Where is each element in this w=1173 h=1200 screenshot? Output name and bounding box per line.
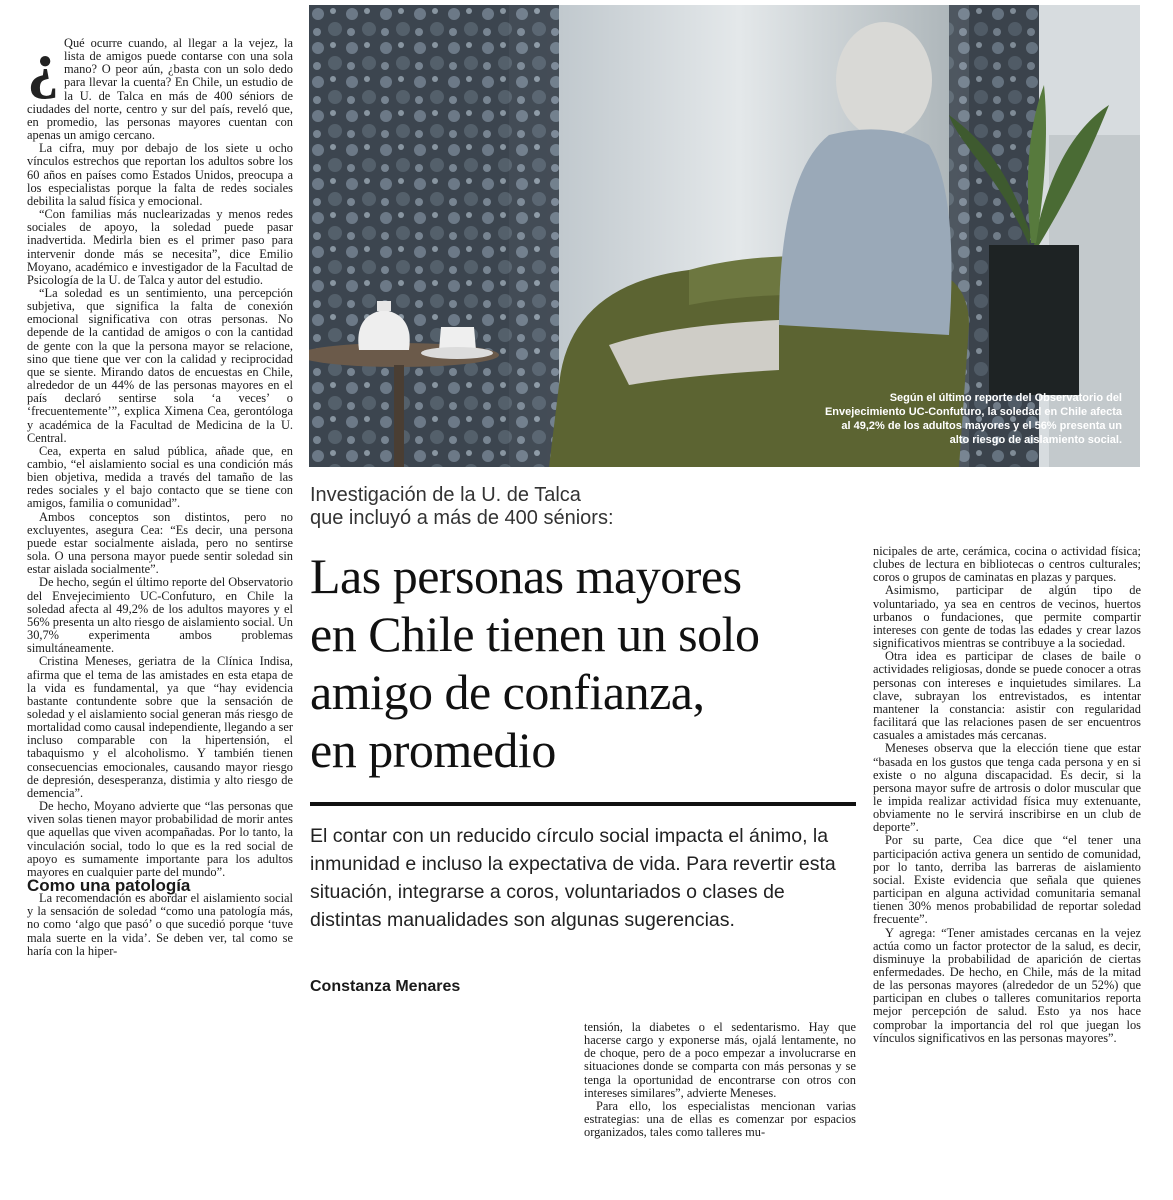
paragraph: “La soledad es un sentimiento, una percepción subjetiva, que significa la falta de conexión emocional significativa con otras personas. No depende de la cantidad de amigos o con la cantidad de gente con la que la persona mayor se relacione, sino que tiene que ver con la calidad y reciprocidad que se siente. Mirando datos de encuestas en Chile, alrededor de un 44% de las personas mayores en el país declaró sentirse sola ‘a veces’ o ‘frecuentemente’”, explica Ximena Cea, gerontóloga y académica de la Facultad de Medicina de la U. Central. [27, 285, 293, 445]
paragraph: De hecho, Moyano advierte que “las personas que viven solas tienen mayor probabilidad de morir antes que aquellas que viven acompañadas. Por lo tanto, la vinculación social, todo lo que es la red social de apoyo es sumamente importante para los adultos mayores en cualquier parte del mundo”. [27, 799, 293, 879]
paragraph: tensión, la diabetes o el sedentarismo. Hay que hacerse cargo y exponerse más, ojalá lentamente, no de choque, pero de a poco empezar a involucrarse en situaciones donde se comparta con más personas y se tenga la oportunidad de encontrarse con otros con intereses similares”, advierte Meneses. [584, 1020, 856, 1100]
paragraph: La recomendación es abordar el aislamiento social y la sensación de soledad “como una patología más, no como ‘algo que pasó’ o que sucedió porque ‘tuve mala suerte en la vida’. Se deben ver, tal como se haría con la hiper- [27, 891, 293, 958]
paragraph: Asimismo, participar de algún tipo de voluntariado, ya sea en centros de vecinos, huertos urbanos o fundaciones, que permite compartir intereses con gente de todas las edades y crear lazos significativos mientras se contribuye a la sociedad. [873, 583, 1141, 651]
headline-line: amigo de confianza, [310, 664, 705, 720]
article-column-1 [27, 29, 293, 958]
photo-caption: Según el último reporte del Observatorio del Envejecimiento UC-Confuturo, la soledad en Chile afecta al 49,2% de los adultos mayores y el 56% presenta un alto riesgo de aislamiento social. [824, 392, 1122, 446]
article-kicker [310, 484, 870, 530]
paragraph: “Con familias más nuclearizadas y menos redes sociales de apoyo, la soledad puede pasar inadvertida. Medirla bien es el primer paso para intervenir donde más se necesita”, dice Emilio Moyano, académico e investigador de la Facultad de Psicología de la U. de Talca y autor del estudio. [27, 207, 293, 287]
article-byline: Constanza Menares [310, 978, 461, 995]
paragraph: Ambos conceptos son distintos, pero no excluyentes, asegura Cea: “Es decir, una persona puede estar socialmente aislada, pero no sentirse sola. O una persona mayor puede sentir soledad sin estar aislada socialmente”. [27, 509, 293, 577]
paragraph: Cristina Meneses, geriatra de la Clínica Indisa, afirma que el tema de las amistades en esta etapa de la vida es fundamental, ya que “hay evidencia bastante contundente sobre que la sensación de soledad y el aislamiento social generan más riesgo de mortalidad como causal independiente, llegando a ser incluso comparable con la hipertensión, el tabaquismo y el alcoholismo. Y también tienen consecuencias emocionales, causando mayor riesgo de depresión, desesperanza, distimia y alto riesgo de demencia”. [27, 654, 293, 800]
paragraph: Otra idea es participar de clases de baile o actividades religiosas, donde se puede conocer a otras personas con intereses e inquietudes similares. La clave, subrayan los entrevistados, es intentar mantener la constancia: asistir con regularidad facilitará que las relaciones pasen de ser encuentros casuales a amistades más cercanas. [873, 649, 1141, 743]
drop-cap: ¿ [27, 29, 59, 100]
headline-divider [310, 802, 856, 806]
section-subhead: Como una patología [27, 876, 191, 895]
article-column-3 [584, 1021, 856, 1139]
article-headline [310, 547, 870, 779]
article-deck: El contar con un reducido círculo social impacta el ánimo, la inmunidad e incluso la expectativa de vida. Para revertir esta situación, integrarse a coros, voluntariados o clases de distintas manualidades son algunas sugerencias. [310, 825, 836, 931]
headline-line: en Chile tienen un solo [310, 606, 760, 662]
paragraph: Cea, experta en salud pública, añade que, en cambio, “el aislamiento social es una condición más bien objetiva, medida a través del tamaño de las redes sociales y el bajo contacto que se tiene con amigos, familia o comunidad”. [27, 443, 293, 511]
paragraph: nicipales de arte, cerámica, cocina o actividad física; clubes de lectura en bibliotecas o centros culturales; coros o grupos de caminatas en plazas y parques. [873, 544, 1141, 585]
paragraph: La cifra, muy por debajo de los siete u ocho vínculos estrechos que reportan los adultos sobre los 60 años en países como Estados Unidos, preocupa a los especialistas porque la falta de redes sociales debilita la salud física y emocional. [27, 141, 293, 208]
paragraph: De hecho, según el último reporte del Observatorio del Envejecimiento UC-Confuturo, en Chile la soledad afecta al 49,2% de los adultos mayores y el 56% presenta un alto riesgo de aislamiento social. Un 30,7% experimenta ambos problemas simultáneamente. [27, 575, 293, 656]
headline-line: Las personas mayores [310, 548, 742, 604]
paragraph: Meneses observa que la elección tiene que estar “basada en los gustos que tenga cada persona y en si existe o no alguna discapacidad. Es decir, si la persona mayor sufre de artrosis o dolor muscular que le impida realizar actividad física muy extenuante, obviamente no le servirá inscribirse en un club de deporte”. [873, 741, 1141, 835]
paragraph: Para ello, los especialistas mencionan varias estrategias: una de ellas es comenzar por espacios organizados, tales como talleres mu- [584, 1098, 856, 1140]
headline-line: en promedio [310, 722, 556, 778]
paragraph: Y agrega: “Tener amistades cercanas en la vejez actúa como un factor protector de la salud, es decir, disminuye la probabilidad de aparición de ciertas enfermedades. De hecho, en Chile, más de la mitad de las personas mayores (alrededor de un 52%) que participan en clubes o talleres comunitarios reporta mejor percepción de salud. Esto ya nos hace comprobar la importancia del rol que juegan los vínculos significativos en las personas mayores”. [873, 925, 1141, 1045]
article-photo [309, 5, 1140, 467]
kicker-line: Investigación de la U. de Talca [310, 484, 581, 506]
kicker-line: que incluyó a más de 400 séniors: [310, 507, 614, 529]
lead-paragraph: ¿ Qué ocurre cuando, al llegar a la vejez, la lista de amigos puede contarse con una sola mano? O peor aún, ¿basta con un solo dedo para llevar la cuenta? En Chile, un estudio de la U. de Talca en más de 400 séniors de ciudades del norte, centro y sur del país, reveló que, en promedio, las personas mayores cuentan con apenas un amigo cercano. [27, 29, 293, 143]
paragraph: Por su parte, Cea dice que “el tener una participación activa genera un sentido de comunidad, por lo tanto, derriba las barreras de aislamiento social. Existe evidencia que señala que quienes participan en alguna actividad comunitaria semanal tienen 30% menos probabilidad de reportar soledad frecuente”. [873, 833, 1141, 927]
article-column-4 [873, 545, 1141, 1045]
